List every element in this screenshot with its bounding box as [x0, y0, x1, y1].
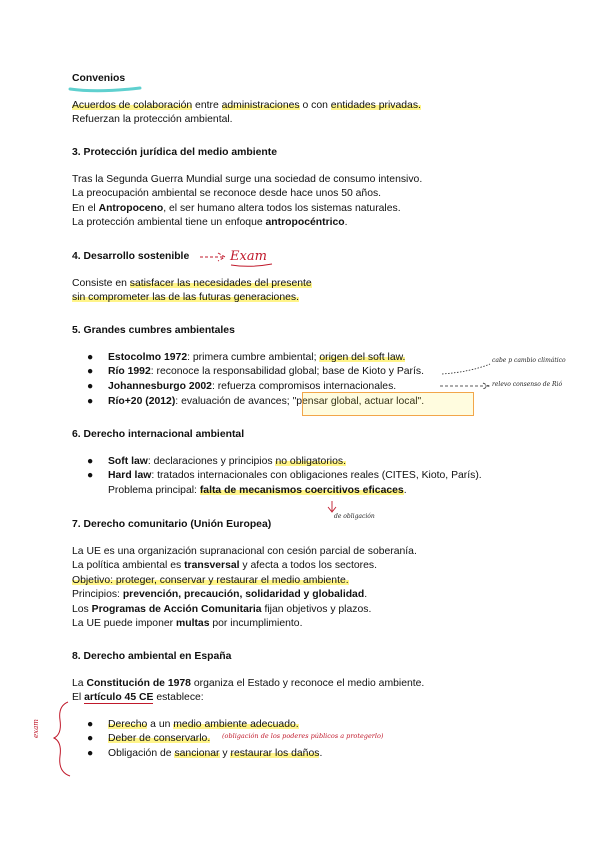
bullet-icon: ● — [87, 366, 94, 377]
note-obligacion: de obligación — [334, 513, 375, 520]
s7-p5: Los Programas de Acción Comunitaria fijan objetivos y plazos. — [72, 604, 372, 615]
document-page: Convenios Acuerdos de colaboración entre administraciones o con entidades privadas. Refuerzan la protección ambiental. 3. Protección jurídica del medio ambiente Tras la Segunda Guerra Mundial surge una sociedad de consumo intensivo. La preocupación ambiental se reconoce desde hace unos 50 años. En el Antropoceno, el ser humano altera todos los sistemas naturales. La protección ambiental tiene un enfoque antropocéntrico. 4. Desarrollo sostenible Exam Consiste en satisfacer las necesidades del presente sin comprometer las de las futuras generaciones. 5. Grandes cumbres ambientales ● Estocolmo 1972: primera cumbre ambiental; origen del soft law. ● Río 1992: reconoce la responsabilidad global; base de Kioto y París. ● Johannesburgo 2002: refuerza compromisos internacionales. ● Río+20 (2012): evaluación de avances; "pensar global, actuar local". cabe p cambio climático relevo consenso de Rió 6. Derecho internacional ambiental ● Soft law: declaraciones y principios no obligatorios. ● Hard law: tratados internacionales con obligaciones reales (CITES, Kioto, París). Problema principal: falta de mecanismos coercitivos eficaces. 7. Derecho comunitario (Unión Europea) de obligación La UE es una organización supranacional con cesión parcial de soberanía. La política ambiental es transversal y afecta a todos los sectores. Objetivo: proteger, conservar y restaurar el medio ambiente. Principios: prevención, precaución, solidaridad y globalidad. Los Programas de Acción Comunitaria fijan objetivos y plazos. La UE puede imponer multas por incumplimiento. 8. Derecho ambiental en España La Constitución de 1978 organiza el Estado y reconoce el medio ambiente. El artículo 45 CE establece: ● Derecho a un medio ambiente adecuado. ● Deber de conservarlo. (obligación de los poderes públicos a protegerlo) ● Obligación de sancionar y restaurar los daños. exam — [0, 0, 600, 848]
s3-p3: En el Antropoceno, el ser humano altera todos los sistemas naturales. — [72, 203, 401, 214]
red-underline — [230, 262, 274, 268]
bullet-icon: ● — [87, 396, 94, 407]
section-title-7: 7. Derecho comunitario (Unión Europea) — [72, 519, 272, 530]
s3-p2: La preocupación ambiental se reconoce desde hace unos 50 años. — [72, 188, 382, 199]
section-title-8: 8. Derecho ambiental en España — [72, 651, 232, 662]
bullet-icon: ● — [87, 352, 94, 363]
section-title-3: 3. Protección jurídica del medio ambiente — [72, 147, 277, 158]
s6-problem: Problema principal: falta de mecanismos coercitivos eficaces. — [108, 485, 407, 496]
s4-p2: sin comprometer las de las futuras generaciones. — [72, 292, 299, 303]
s7-p1: La UE es una organización supranacional con cesión parcial de soberanía. — [72, 546, 417, 557]
note-johannesburgo: relevo consenso de Rió — [492, 381, 563, 388]
margin-side-note: exam — [32, 719, 40, 738]
convenios-line-1: Acuerdos de colaboración entre administraciones o con entidades privadas. — [72, 100, 421, 111]
teal-underline — [68, 85, 142, 93]
bullet-icon: ● — [87, 456, 94, 467]
bullet-icon: ● — [87, 470, 94, 481]
down-arrow-icon — [326, 500, 338, 514]
s7-p2: La política ambiental es transversal y afecta a todos los sectores. — [72, 560, 377, 571]
s7-p3: Objetivo: proteger, conservar y restaurar el medio ambiente. — [72, 575, 349, 586]
section-title-6: 6. Derecho internacional ambiental — [72, 429, 245, 440]
margin-note-exam: Exam — [230, 249, 267, 264]
section-title-5: 5. Grandes cumbres ambientales — [72, 325, 235, 336]
s8-p1: La Constitución de 1978 organiza el Estado y reconoce el medio ambiente. — [72, 678, 425, 689]
highlight-box — [302, 392, 474, 416]
s8-p2: El artículo 45 CE establece: — [72, 692, 204, 703]
convenios-line-2: Refuerzan la protección ambiental. — [72, 114, 233, 125]
note-rio: cabe p cambio climático — [492, 357, 566, 364]
s3-p4: La protección ambiental tiene un enfoque antropocéntrico. — [72, 217, 348, 228]
red-brace — [50, 700, 80, 778]
section-title-convenios: Convenios — [72, 73, 126, 84]
s3-p1: Tras la Segunda Guerra Mundial surge una sociedad de consumo intensivo. — [72, 174, 423, 185]
s7-p6: La UE puede imponer multas por incumplimiento. — [72, 618, 303, 629]
s4-p1: Consiste en satisfacer las necesidades del presente — [72, 278, 312, 289]
section-title-4: 4. Desarrollo sostenible — [72, 251, 190, 262]
bullet-icon: ● — [87, 733, 94, 744]
bullet-icon: ● — [87, 719, 94, 730]
arrow-icon — [199, 251, 229, 263]
bullet-icon: ● — [87, 381, 94, 392]
note-deber: (obligación de los poderes públicos a protegerlo) — [222, 732, 384, 740]
s7-p4: Principios: prevención, precaución, solidaridad y globalidad. — [72, 589, 368, 600]
bullet-icon: ● — [87, 748, 94, 759]
